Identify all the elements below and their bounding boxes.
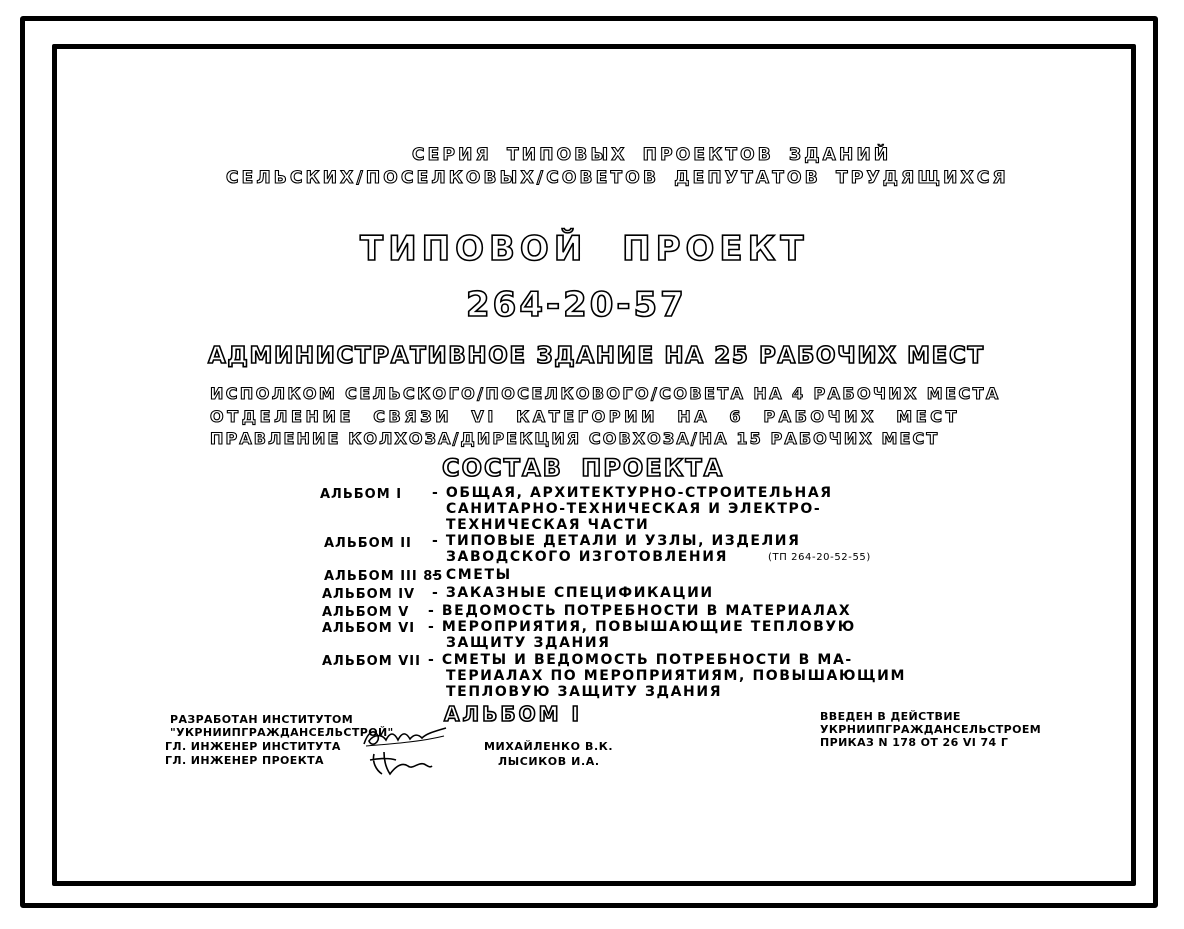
series-line-2: СЕЛЬСКИХ/ПОСЕЛКОВЫХ/СОВЕТОВ ДЕПУТАТОВ ТРУДЯЩИХСЯ [226, 168, 1009, 188]
chief-engineer-project-label: ГЛ. ИНЖЕНЕР ПРОЕКТА [165, 754, 324, 767]
signature-project [366, 748, 436, 778]
album-text: САНИТАРНО-ТЕХНИЧЕСКАЯ И ЭЛЕКТРО- [446, 501, 822, 517]
album-text: ЗАВОДСКОГО ИЗГОТОВЛЕНИЯ [446, 549, 728, 565]
developer-line-1: РАЗРАБОТАН ИНСТИТУТОМ [170, 713, 354, 726]
current-album: АЛЬБОМ I [444, 702, 582, 726]
album-label: АЛЬБОМ V [322, 605, 410, 620]
album-text: - ЗАКАЗНЫЕ СПЕЦИФИКАЦИИ [432, 585, 714, 601]
enacted-line-1: ВВЕДЕН В ДЕЙСТВИЕ [820, 710, 961, 723]
chief-engineer-institute-name: МИХАЙЛЕНКО В.К. [484, 740, 614, 753]
chief-engineer-project-name: ЛЫСИКОВ И.А. [498, 755, 600, 768]
building-line-3: ПРАВЛЕНИЕ КОЛХОЗА/ДИРЕКЦИЯ СОВХОЗА/НА 15 РАБОЧИХ МЕСТ [210, 429, 940, 448]
album-text: - СМЕТЫ [432, 567, 512, 583]
album-text: ТЕХНИЧЕСКАЯ ЧАСТИ [446, 517, 650, 533]
building-line-1: ИСПОЛКОМ СЕЛЬСКОГО/ПОСЕЛКОВОГО/СОВЕТА НА 4 РАБОЧИХ МЕСТА [210, 384, 1001, 403]
album-label: АЛЬБОМ IV [322, 587, 416, 602]
developer-line-2: "УКРНИИПГРАЖДАНСЕЛЬСТРОЙ" [170, 726, 394, 739]
album-text: ТЕРИАЛАХ ПО МЕРОПРИЯТИЯМ, ПОВЫШАЮЩИМ [446, 668, 907, 684]
project-number: 264-20-57 [466, 285, 687, 325]
album-label: АЛЬБОМ VII [322, 654, 421, 669]
composition-heading: СОСТАВ ПРОЕКТА [442, 454, 725, 482]
album-text: - ТИПОВЫЕ ДЕТАЛИ И УЗЛЫ, ИЗДЕЛИЯ [432, 533, 801, 549]
enacted-line-2: УКРНИИПГРАЖДАНСЕЛЬСТРОЕМ [820, 723, 1042, 736]
enacted-line-3: ПРИКАЗ N 178 ОТ 26 VI 74 Г [820, 736, 1009, 749]
album-label: АЛЬБОМ III 85 [324, 569, 444, 584]
album-text: ТЕПЛОВУЮ ЗАЩИТУ ЗДАНИЯ [446, 684, 723, 700]
series-line-1: СЕРИЯ ТИПОВЫХ ПРОЕКТОВ ЗДАНИЙ [412, 145, 892, 165]
album-label: АЛЬБОМ II [324, 536, 412, 551]
chief-engineer-institute-label: ГЛ. ИНЖЕНЕР ИНСТИТУТА [165, 740, 341, 753]
album-text: - МЕРОПРИЯТИЯ, ПОВЫШАЮЩИЕ ТЕПЛОВУЮ [428, 619, 856, 635]
building-name: АДМИНИСТРАТИВНОЕ ЗДАНИЕ НА 25 РАБОЧИХ МЕСТ [208, 343, 985, 369]
album-text: - СМЕТЫ И ВЕДОМОСТЬ ПОТРЕБНОСТИ В МА- [428, 652, 853, 668]
album-text: ЗАЩИТУ ЗДАНИЯ [446, 635, 611, 651]
album-label: АЛЬБОМ VI [322, 621, 416, 636]
album-note: (ТП 264-20-52-55) [768, 552, 871, 563]
album-label: АЛЬБОМ I [320, 487, 403, 502]
building-line-2: ОТДЕЛЕНИЕ СВЯЗИ VI КАТЕГОРИИ НА 6 РАБОЧИХ МЕСТ [210, 407, 961, 426]
project-title: ТИПОВОЙ ПРОЕКТ [360, 229, 809, 269]
album-text: - ВЕДОМОСТЬ ПОТРЕБНОСТИ В МАТЕРИАЛАХ [428, 603, 852, 619]
album-text: - ОБЩАЯ, АРХИТЕКТУРНО-СТРОИТЕЛЬНАЯ [432, 485, 833, 501]
